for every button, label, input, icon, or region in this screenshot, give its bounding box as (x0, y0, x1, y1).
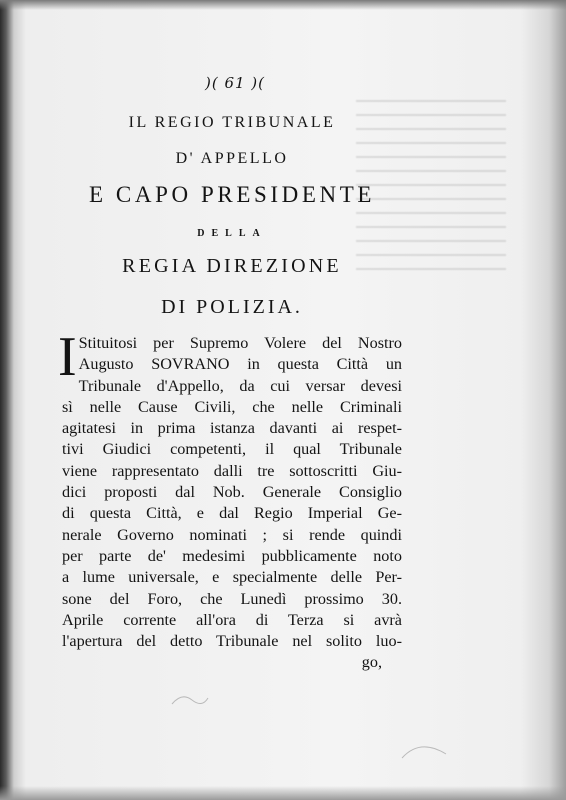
body-line: per parte de' medesimi pubblicamente noto (62, 546, 402, 565)
body-line: agitatesi in prima istanza davanti ai respet- (62, 419, 402, 438)
body-line: sì nelle Cause Civili, che nelle Criminali (62, 397, 402, 416)
paper-blemish-mark (400, 738, 450, 762)
page-edge-shadow-top (0, 0, 566, 10)
body-line: l'apertura del detto Tribunale nel solito luo- (62, 632, 402, 651)
body-line: sone del Foro, che Lunedì prossimo 30. (62, 589, 402, 608)
body-line: Augusto SOVRANO in questa Città un (78, 355, 402, 374)
body-line: tivi Giudici competenti, il qual Tribunale (62, 440, 402, 459)
body-paragraph (58, 326, 402, 674)
body-line: Tribunale d'Appello, da cui versar devesi (78, 376, 402, 395)
paper-blemish-mark (170, 690, 210, 710)
page-number: )( 61 )( (204, 74, 266, 92)
title-line-1: IL REGIO TRIBUNALE (128, 114, 336, 131)
title-line-3: E CAPO PRESIDENTE (88, 182, 376, 207)
body-line: nerale Governo nominati ; si rende quindi (62, 525, 402, 544)
page-edge-shadow-bottom (0, 786, 566, 800)
body-line: a lume universale, e specialmente delle Per- (62, 568, 402, 587)
title-line-6: DI POLIZIA. (161, 296, 303, 318)
printed-text-block (58, 74, 402, 674)
body-line: Aprile corrente all'ora di Terza si avrà (62, 610, 402, 629)
title-line-4: DELLA (197, 228, 267, 239)
drop-cap: I (58, 326, 77, 388)
title-line-5: REGIA DIREZIONE (122, 255, 342, 277)
body-line: viene rappresentato dalli tre sottoscritti Giu- (62, 461, 402, 480)
body-line: dici proposti dal Nob. Generale Consiglio (62, 483, 402, 502)
catchword: go, (361, 653, 382, 672)
body-line: di questa Città, e dal Regio Imperial Ge- (62, 504, 402, 523)
body-line: Stituitosi per Supremo Volere del Nostro (78, 334, 402, 352)
title-line-2: D' APPELLO (175, 150, 289, 167)
